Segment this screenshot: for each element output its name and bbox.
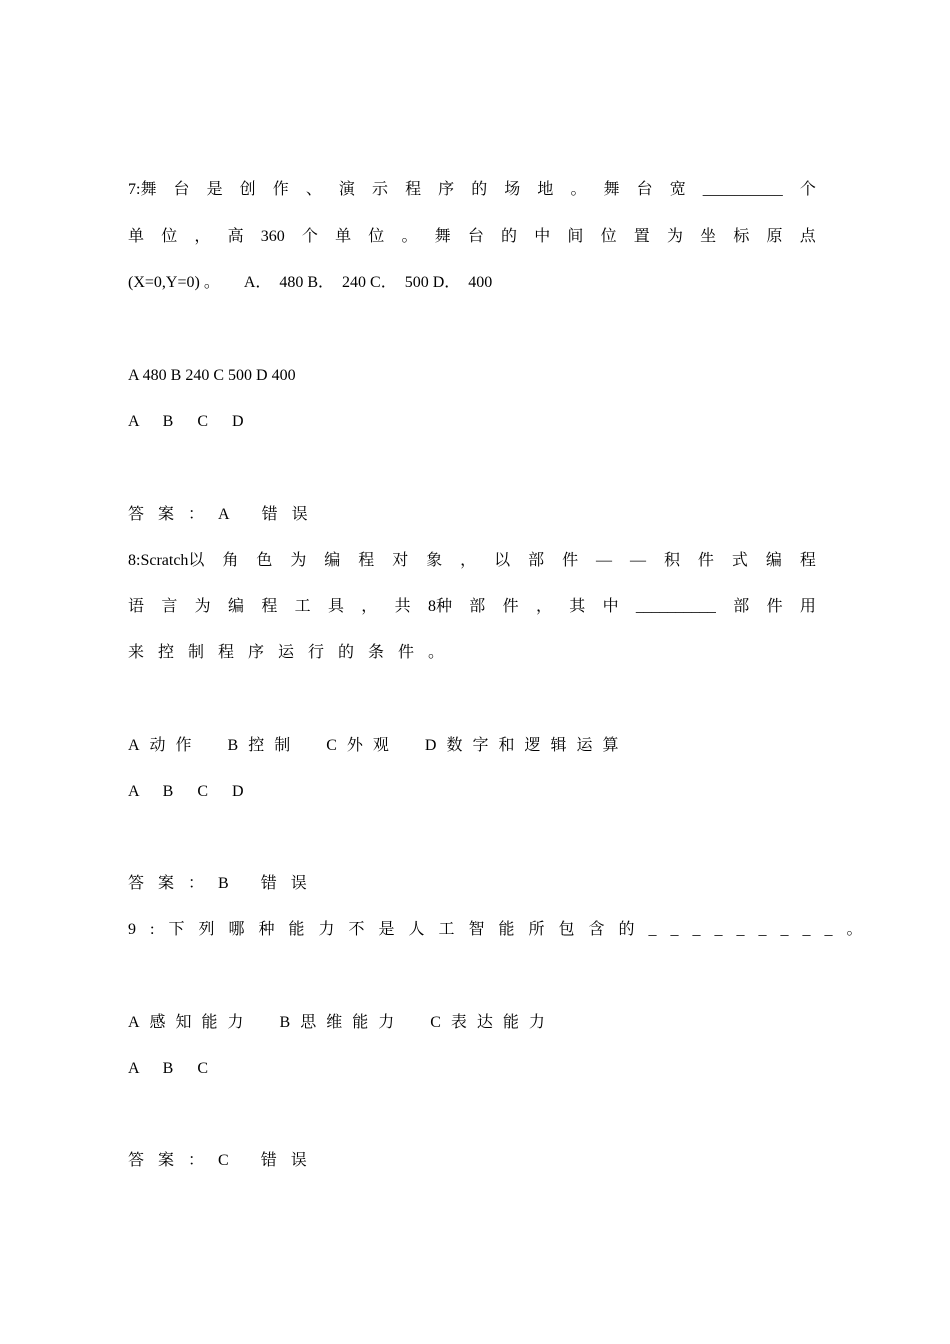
text-token: 件	[502, 598, 519, 615]
text-token: 工	[294, 598, 311, 615]
text-token: 场	[504, 181, 521, 198]
text-token: 间	[567, 228, 584, 245]
text-token: 作	[272, 181, 289, 198]
text-token: 单	[335, 228, 352, 245]
text-token: 中	[602, 598, 619, 615]
question-7-line-3: (X=0,Y=0) 。 A． 480 B． 240 C． 500 D． 400	[128, 274, 493, 291]
text-token: ，	[194, 228, 211, 245]
text-token: 舞	[603, 181, 620, 198]
text-token: 中	[534, 228, 551, 245]
text-token: 其	[569, 598, 586, 615]
text-token: —	[596, 552, 613, 569]
text-token: 舞	[434, 228, 451, 245]
text-token: 置	[633, 228, 650, 245]
text-token: 7:舞	[128, 181, 157, 198]
text-token: 对	[392, 552, 409, 569]
answer-result: 错误	[260, 1152, 321, 1169]
text-token: 用	[799, 598, 816, 615]
text-token: 件	[562, 552, 579, 569]
blank-underline: __________	[635, 598, 716, 615]
answer-value: C	[218, 1152, 243, 1169]
answer-value: B	[218, 875, 243, 892]
answer-label: 答案：	[128, 1152, 219, 1169]
text-token: 为	[194, 598, 211, 615]
text-token: 象	[426, 552, 443, 569]
text-token: ，	[460, 552, 477, 569]
text-token: 示	[371, 181, 388, 198]
text-token: ，	[361, 598, 378, 615]
text-token: 点	[799, 228, 816, 245]
text-token: 位	[368, 228, 385, 245]
text-token: 台	[173, 181, 190, 198]
text-token: 位	[600, 228, 617, 245]
question-9-answer	[128, 1151, 816, 1171]
text-token: 8:Scratch以	[128, 552, 205, 569]
answer-result: 错误	[261, 506, 322, 523]
text-token: 8种	[427, 598, 452, 615]
text-token: 的	[501, 228, 518, 245]
text-token: 单	[128, 228, 145, 245]
blank-underline: __________	[702, 181, 783, 198]
question-7-line-2	[128, 227, 816, 247]
answer-label: 答案：	[128, 875, 219, 892]
text-token: 、	[305, 181, 322, 198]
text-token: 式	[731, 552, 748, 569]
text-token: 角	[222, 552, 239, 569]
text-token: 部	[733, 598, 750, 615]
text-token: 部	[528, 552, 545, 569]
text-token: 共	[394, 598, 411, 615]
text-token: 标	[733, 228, 750, 245]
question-8-choices: A B C D	[128, 783, 254, 800]
text-token: 为	[290, 552, 307, 569]
text-token: 个	[301, 228, 318, 245]
question-8-line-1	[128, 551, 816, 571]
text-token: 坐	[700, 228, 717, 245]
answer-value: A	[218, 506, 244, 523]
text-token: 部	[469, 598, 486, 615]
text-token: 编	[227, 598, 244, 615]
question-7-answer	[128, 505, 816, 525]
text-token: 原	[766, 228, 783, 245]
text-token: 宽	[669, 181, 686, 198]
text-token: 以	[494, 552, 511, 569]
question-8-answer	[128, 874, 816, 894]
text-token: 程	[799, 552, 816, 569]
text-token: 程	[261, 598, 278, 615]
text-token: 台	[467, 228, 484, 245]
question-7-choices: A B C D	[128, 413, 254, 430]
text-token: 件	[766, 598, 783, 615]
question-9-options: A感知能力 B思维能力 C表达能力	[128, 1014, 555, 1031]
text-token: 360	[260, 228, 285, 245]
text-token: 是	[206, 181, 223, 198]
text-token: 。	[570, 181, 587, 198]
text-token: 编	[324, 552, 341, 569]
text-token: 高	[227, 228, 244, 245]
text-token: 台	[636, 181, 653, 198]
question-9-line-1: 9:下列哪种能力不是人工智能所包含的_________。	[128, 921, 877, 938]
text-token: 编	[765, 552, 782, 569]
text-token: 演	[338, 181, 355, 198]
text-token: —	[630, 552, 646, 569]
text-token: 个	[799, 181, 816, 198]
question-7-line-1	[128, 180, 816, 200]
question-8-line-3: 来控制程序运行的条件。	[128, 644, 459, 661]
text-token: 。	[401, 228, 418, 245]
text-token: 程	[405, 181, 422, 198]
text-token: 创	[239, 181, 256, 198]
question-9-choices: A B C	[128, 1060, 219, 1077]
text-token: 程	[358, 552, 375, 569]
text-token: 言	[161, 598, 178, 615]
text-token: 件	[697, 552, 714, 569]
text-token: 积	[663, 552, 680, 569]
text-token: 具	[327, 598, 344, 615]
text-token: 为	[666, 228, 683, 245]
text-token: ，	[535, 598, 552, 615]
text-token: 的	[471, 181, 488, 198]
question-8-options: A动作 B控制 C外观 D数字和逻辑运算	[128, 737, 629, 754]
text-token: 序	[438, 181, 455, 198]
question-7-options: A 480 B 240 C 500 D 400	[128, 367, 296, 384]
text-token: 位	[161, 228, 178, 245]
text-token: 色	[256, 552, 273, 569]
question-8-line-2	[128, 597, 816, 617]
answer-label: 答案：	[128, 506, 219, 523]
answer-result: 错误	[260, 875, 321, 892]
text-token: 语	[128, 598, 145, 615]
text-token: 地	[537, 181, 554, 198]
